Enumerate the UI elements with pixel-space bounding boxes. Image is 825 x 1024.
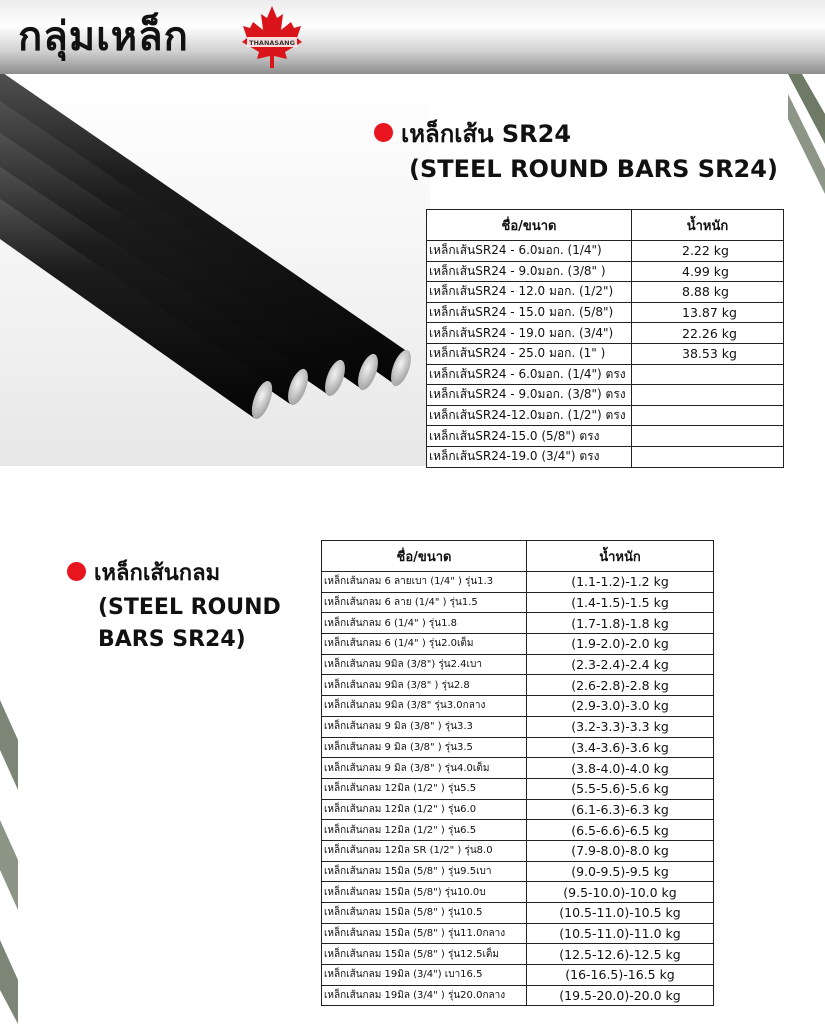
row-name: เหล็กเส้นกลม 15มิล (5/8") รุ่น10.0บ: [322, 882, 527, 903]
table-row: [322, 799, 714, 820]
table-row: [427, 426, 784, 447]
row-name: เหล็กเส้นกลม 15มิล (5/8" ) รุ่น12.5เต็ม: [322, 944, 527, 965]
row-name: เหล็กเส้นกลม 6 ลาย (1/4" ) รุ่น1.5: [322, 592, 527, 613]
logo-text: THANASANG: [249, 39, 295, 47]
row-weight: 38.53 kg: [632, 343, 784, 364]
row-name: เหล็กเส้นกลม 12มิล SR (1/2" ) รุ่น8.0: [322, 840, 527, 861]
table-row: [322, 634, 714, 655]
row-name: เหล็กเส้นกลม 9มิล (3/8" รุ่น3.0กลาง: [322, 696, 527, 717]
red-bullet-icon: [67, 562, 86, 581]
table-row: [322, 861, 714, 882]
table-row: [322, 572, 714, 593]
row-weight: (10.5-11.0)-10.5 kg: [527, 903, 714, 924]
column-header-weight: น้ำหนัก: [527, 541, 714, 572]
row-name: เหล็กเส้นSR24 - 6.0มอก. (1/4") ตรง: [427, 364, 632, 385]
section1-heading-en: (STEEL ROUND BARS SR24): [409, 155, 778, 183]
row-weight: (1.9-2.0)-2.0 kg: [527, 634, 714, 655]
row-name: เหล็กเส้นSR24 - 25.0 มอก. (1" ): [427, 343, 632, 364]
row-weight: (5.5-5.6)-5.6 kg: [527, 778, 714, 799]
row-name: เหล็กเส้นSR24 - 9.0มอก. (3/8") ตรง: [427, 385, 632, 406]
decorative-stripe-right: [788, 74, 825, 224]
row-weight: 4.99 kg: [632, 261, 784, 282]
table-row: [322, 882, 714, 903]
row-weight: 8.88 kg: [632, 282, 784, 303]
table-row: [427, 282, 784, 303]
maple-leaf-logo: [241, 4, 303, 70]
row-name: เหล็กเส้นกลม 12มิล (1/2" ) รุ่น6.0: [322, 799, 527, 820]
column-header-name: ชื่อ/ขนาด: [427, 210, 632, 241]
row-weight: (16-16.5)-16.5 kg: [527, 965, 714, 986]
row-weight: [632, 405, 784, 426]
row-weight: [632, 446, 784, 467]
row-weight: (2.9-3.0)-3.0 kg: [527, 696, 714, 717]
row-weight: (2.3-2.4)-2.4 kg: [527, 654, 714, 675]
row-weight: (19.5-20.0)-20.0 kg: [527, 985, 714, 1006]
table-row: [322, 675, 714, 696]
row-name: เหล็กเส้นกลม 6 (1/4" ) รุ่น2.0เต็ม: [322, 634, 527, 655]
section2-heading-th: เหล็กเส้นกลม: [94, 561, 221, 586]
row-weight: (3.2-3.3)-3.3 kg: [527, 716, 714, 737]
row-weight: (2.6-2.8)-2.8 kg: [527, 675, 714, 696]
row-weight: (12.5-12.6)-12.5 kg: [527, 944, 714, 965]
row-name: เหล็กเส้นกลม 19มิล (3/4" ) รุ่น20.0กลาง: [322, 985, 527, 1006]
table-row: [427, 446, 784, 467]
table-row: [322, 840, 714, 861]
row-name: เหล็กเส้นSR24-12.0มอก. (1/2") ตรง: [427, 405, 632, 426]
sr24-weight-table: [426, 209, 784, 468]
table-row: [322, 944, 714, 965]
column-header-weight: น้ำหนัก: [632, 210, 784, 241]
table-row: [427, 241, 784, 262]
table-row: [322, 613, 714, 634]
row-name: เหล็กเส้นกลม 9มิล (3/8") รุ่น2.4เบา: [322, 654, 527, 675]
row-weight: (7.9-8.0)-8.0 kg: [527, 840, 714, 861]
row-name: เหล็กเส้นSR24 - 19.0 มอก. (3/4"): [427, 323, 632, 344]
table-row: [322, 592, 714, 613]
table-row: [322, 903, 714, 924]
table-row: [322, 985, 714, 1006]
table-row: [427, 343, 784, 364]
section1-heading-th: เหล็กเส้น SR24: [401, 120, 572, 148]
table-row: [322, 965, 714, 986]
row-name: เหล็กเส้นกลม 9 มิล (3/8" ) รุ่น3.5: [322, 737, 527, 758]
row-weight: 22.26 kg: [632, 323, 784, 344]
row-weight: (1.1-1.2)-1.2 kg: [527, 572, 714, 593]
section1-heading: [374, 114, 571, 153]
round-bar-weight-table: [321, 540, 714, 1006]
row-weight: (1.4-1.5)-1.5 kg: [527, 592, 714, 613]
row-name: เหล็กเส้นกลม 12มิล (1/2" ) รุ่น6.5: [322, 820, 527, 841]
row-name: เหล็กเส้นกลม 9 มิล (3/8" ) รุ่น4.0เต็ม: [322, 758, 527, 779]
round-bar-table-body: [322, 572, 714, 1006]
row-name: เหล็กเส้นกลม 19มิล (3/4") เบา16.5: [322, 965, 527, 986]
row-name: เหล็กเส้นSR24 - 12.0 มอก. (1/2"): [427, 282, 632, 303]
table-row: [322, 778, 714, 799]
row-weight: (9.0-9.5)-9.5 kg: [527, 861, 714, 882]
row-name: เหล็กเส้นกลม 9 มิล (3/8" ) รุ่น3.3: [322, 716, 527, 737]
row-name: เหล็กเส้นกลม 15มิล (5/8" ) รุ่น10.5: [322, 903, 527, 924]
table-row: [322, 758, 714, 779]
row-name: เหล็กเส้นกลม 9มิล (3/8" ) รุ่น2.8: [322, 675, 527, 696]
row-weight: 2.22 kg: [632, 241, 784, 262]
row-name: เหล็กเส้นกลม 15มิล (5/8" ) รุ่น11.0กลาง: [322, 923, 527, 944]
row-name: เหล็กเส้นกลม 12มิล (1/2" ) รุ่น5.5: [322, 778, 527, 799]
row-name: เหล็กเส้นกลม 15มิล (5/8" ) รุ่น9.5เบา: [322, 861, 527, 882]
section2-heading-en: (STEEL ROUND BARS SR24): [98, 595, 281, 652]
table-row: [322, 696, 714, 717]
steel-bars-photo: [0, 74, 430, 466]
page-title: กลุ่มเหล็ก: [18, 14, 189, 60]
red-bullet-icon: [374, 123, 393, 142]
table-row: [322, 716, 714, 737]
page-header: [0, 0, 825, 74]
row-weight: (9.5-10.0)-10.0 kg: [527, 882, 714, 903]
row-weight: (6.1-6.3)-6.3 kg: [527, 799, 714, 820]
row-weight: (10.5-11.0)-11.0 kg: [527, 923, 714, 944]
row-weight: (1.7-1.8)-1.8 kg: [527, 613, 714, 634]
row-name: เหล็กเส้นSR24-19.0 (3/4") ตรง: [427, 446, 632, 467]
row-name: เหล็กเส้นSR24-15.0 (5/8") ตรง: [427, 426, 632, 447]
row-weight: [632, 364, 784, 385]
table-row: [322, 820, 714, 841]
table-row: [427, 302, 784, 323]
sr24-table-body: [427, 241, 784, 468]
section2-heading: [67, 555, 220, 590]
table-row: [427, 405, 784, 426]
row-weight: [632, 426, 784, 447]
table-row: [427, 323, 784, 344]
table-row: [427, 364, 784, 385]
decorative-stripe-left: [0, 700, 18, 1024]
row-name: เหล็กเส้นกลม 6 ลายเบา (1/4" ) รุ่น1.3: [322, 572, 527, 593]
steel-bars-illustration: [0, 74, 430, 466]
row-weight: [632, 385, 784, 406]
table-row: [427, 261, 784, 282]
row-name: เหล็กเส้นSR24 - 6.0มอก. (1/4"): [427, 241, 632, 262]
row-weight: 13.87 kg: [632, 302, 784, 323]
column-header-name: ชื่อ/ขนาด: [322, 541, 527, 572]
table-row: [322, 654, 714, 675]
row-weight: (6.5-6.6)-6.5 kg: [527, 820, 714, 841]
row-weight: (3.4-3.6)-3.6 kg: [527, 737, 714, 758]
row-name: เหล็กเส้นกลม 6 (1/4" ) รุ่น1.8: [322, 613, 527, 634]
table-row: [322, 923, 714, 944]
table-row: [427, 385, 784, 406]
row-name: เหล็กเส้นSR24 - 15.0 มอก. (5/8"): [427, 302, 632, 323]
row-name: เหล็กเส้นSR24 - 9.0มอก. (3/8" ): [427, 261, 632, 282]
row-weight: (3.8-4.0)-4.0 kg: [527, 758, 714, 779]
table-row: [322, 737, 714, 758]
